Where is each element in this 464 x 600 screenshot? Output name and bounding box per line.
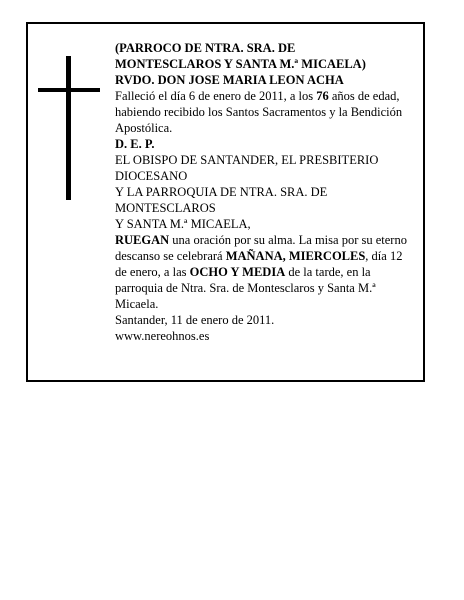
dep: D. E. P. [115, 137, 155, 151]
request-bold-time: OCHO Y MEDIA [189, 265, 286, 279]
parish-header-line1: (PARROCO DE NTRA. SRA. DE [115, 41, 296, 55]
family-line-3: Y SANTA M.ª MICAELA, [115, 217, 251, 231]
deceased-name: RVDO. DON JOSE MARIA LEON ACHA [115, 73, 344, 87]
cross-vertical-bar [66, 56, 71, 200]
parish-header [115, 40, 415, 72]
death-text-2: años de edad, habiendo recibido los Santos Sacramentos y la Bendición Apostólica. [115, 89, 403, 135]
death-text-1: Falleció el día 6 de enero de 2011, a los [115, 89, 317, 103]
request-bold-ruegan: RUEGAN [115, 233, 170, 247]
parish-header-line2: MONTESCLAROS Y SANTA M.ª MICAELA) [115, 57, 366, 71]
family-line-1: EL OBISPO DE SANTANDER, EL PRESBITERIO DIOCESANO [115, 153, 379, 183]
notice-text [115, 40, 415, 344]
request-bold-day: MAÑANA, MIERCOLES [225, 249, 366, 263]
request-text-1: una oración por su alma. La misa por su eterno descanso se celebrará [115, 233, 407, 263]
cross-icon [38, 56, 100, 200]
obituary-notice [26, 22, 425, 382]
place-date: Santander, 11 de enero de 2011. [115, 313, 275, 327]
family-line-2: Y LA PARROQUIA DE NTRA. SRA. DE MONTESCLAROS [115, 185, 328, 215]
age: 76 [316, 89, 329, 103]
request-paragraph [115, 232, 415, 312]
request-text-2: , día 12 de enero, a las [115, 249, 403, 279]
request-text-3: de la tarde, en la parroquia de Ntra. Sra. de Montesclaros y Santa M.ª Micaela. [115, 265, 376, 311]
death-paragraph [115, 88, 415, 136]
website-text: www.nereohnos.es [115, 329, 210, 343]
cross-horizontal-bar [38, 88, 100, 92]
